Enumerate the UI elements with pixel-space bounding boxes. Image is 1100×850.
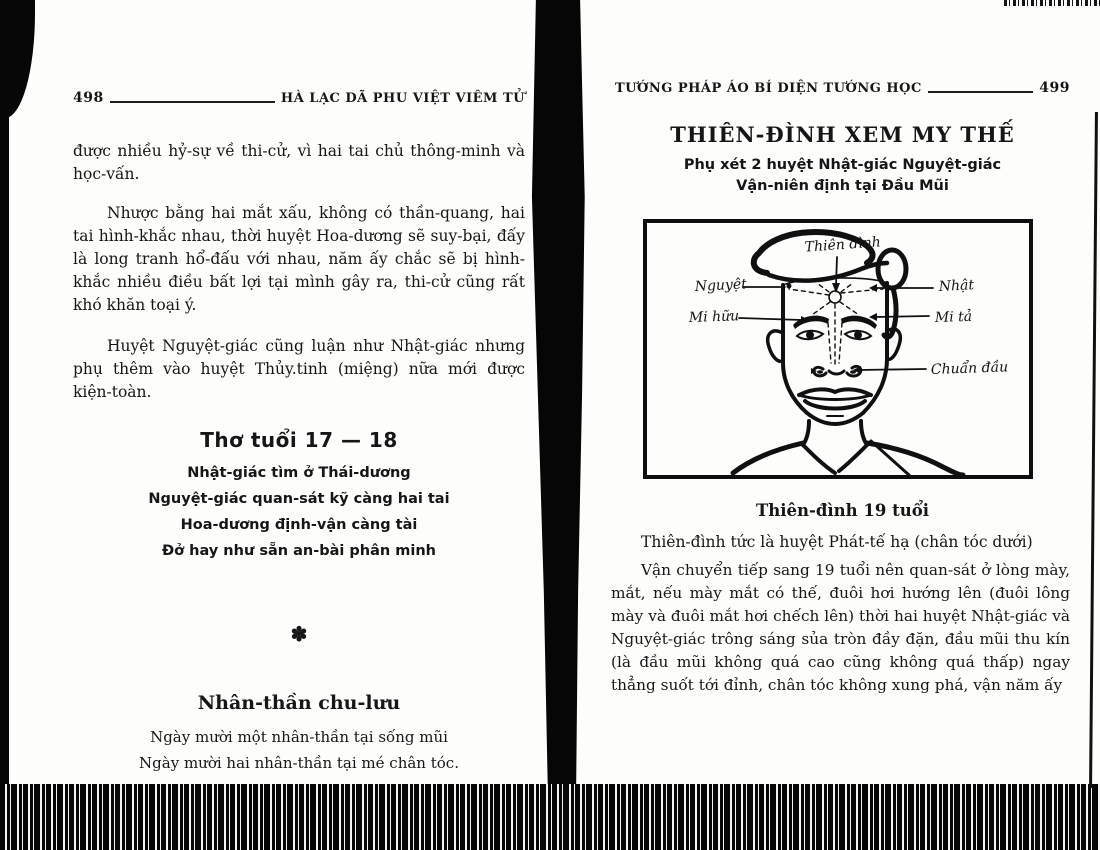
scan-strip-top-right [1004,0,1100,6]
label-chuan-dau: Chuẩn đầu [930,359,1009,378]
chapter-subtitle-line: Phụ xét 2 huyệt Nhật-giác Nguyệt-giác [683,157,1002,173]
scan-edge-right-line [1089,112,1098,788]
label-thien-dinh: Thiên đình [804,234,882,256]
page-right-header [615,80,1070,96]
face-diagram-figure [643,219,1033,479]
header-rule-left [110,91,275,103]
section-lines [73,724,525,776]
scan-edge-bottom-stripes [0,784,1100,850]
poem [73,460,525,564]
eyes [797,331,871,339]
poem-line: Nguyệt-giác quan-sát kỹ càng hai tai [148,491,450,507]
face-diagram [647,223,1029,475]
label-nhat: Nhật [938,277,975,295]
page-right [611,80,1070,712]
chapter-subtitle-line: Vận-niên định tại Đầu Mũi [736,178,949,194]
poem-line: Đở hay như sẵn an-bài phân minh [161,543,436,559]
running-title-left: HÀ LẠC DÃ PHU VIỆT VIÊM TỬ [280,91,525,106]
intro-line: Thiên-đình tức là huyệt Phát-tế hạ (chân tóc dưới) [641,533,1033,551]
page-number-left: 498 [73,90,104,106]
paragraph: Vận chuyển tiếp sang 19 tuổi nên quan-sát ở lòng mày, mắt, nếu mày mắt có thế, đuôi hơi hướng lên (đuôi lông mày và đuôi mắt hơi chếch lên) thời hai huyệt Nhật-giác và Nguyệt-giác trông sáng sủa tròn đầy đặn, đầu mũi thu kín (là đầu mũi không quá cao cũng không quá thấp) ngay thẳng suốt tới đỉnh, chân tóc không xung phá, vận năm ấy [611,561,1070,694]
page-left-header [73,90,525,106]
poem-line: Nhật-giác tìm ở Thái-dương [187,465,411,481]
page-left [73,90,525,776]
running-title-right: TƯỚNG PHÁP ÁO BÍ DIỆN TƯỚNG HỌC [615,81,922,96]
chapter-subtitle [615,155,1070,197]
left-ear [768,331,783,361]
figure-caption: Thiên-đình 19 tuổi [755,501,930,520]
chapter-title: THIÊN-ĐÌNH XEM MY THẾ [670,122,1015,147]
flower-divider-icon: ✽ [290,622,308,646]
section-title: Nhân-thần chu-lưu [197,692,401,714]
header-rule-right [928,81,1033,93]
nose [814,366,861,376]
book-gutter-shadow [524,0,590,788]
section-line: Ngày mười một nhân-thần tại sống mũi [150,728,448,746]
section-line: Ngày mười hai nhân-thần tại mé chân tóc. [139,754,459,772]
mouth [799,389,871,416]
neck-shoulders [733,421,963,475]
face-outline [783,278,887,424]
paragraph: được nhiều hỷ-sự về thi-cử, vì hai tai chủ thông-minh và học-vấn. [73,142,525,183]
arrowheads [801,283,877,374]
paragraph: Nhược bằng hai mắt xấu, không có thần-quang, hai tai hình-khắc nhau, thời huyệt Hoa-dương sẽ suy-bại, đấy là long tranh hổ-đấu với nhau, năm ấy chắc sẽ bị hình-khắc nhiều điều bất lợi tại mình gây ra, thi-cử cũng rất khó khăn toại ý. [73,204,525,314]
paragraph: Huyệt Nguyệt-giác cũng luận như Nhật-giác nhưng phụ thêm vào huyệt Thủy.tinh (miệng) nữa mới được kiện-toàn. [73,337,525,401]
scan-edge-left [0,0,9,790]
poem-line: Hoa-dương định-vận càng tài [180,517,418,533]
label-mi-huu: Mi hữu [688,308,740,326]
page-number-right: 499 [1039,80,1070,96]
poem-title: Thơ tuổi 17 — 18 [200,428,398,452]
label-nguyet: Nguyệt [694,276,748,295]
label-mi-ta: Mi tả [934,308,973,326]
